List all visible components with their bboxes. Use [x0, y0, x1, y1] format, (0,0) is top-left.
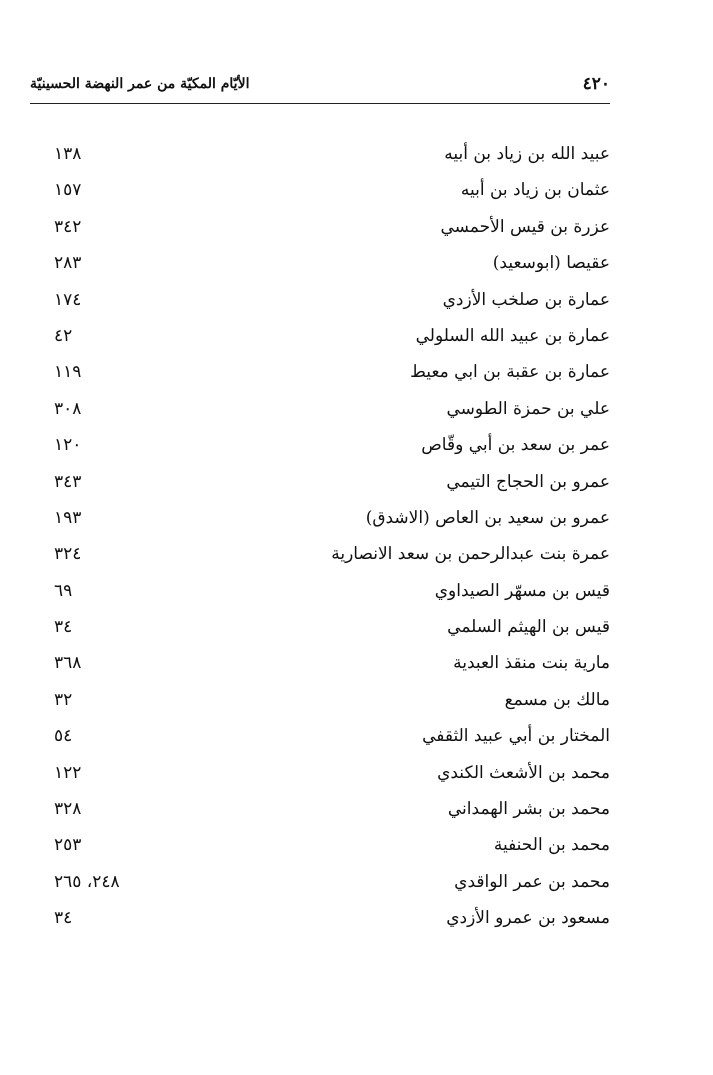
- entry-pages: ١٣٨: [54, 144, 82, 164]
- entry-pages: ٣٠٨: [54, 398, 82, 419]
- index-entry: [50, 870, 610, 906]
- entry-pages: ١٥٧: [54, 180, 82, 201]
- index-entry: [50, 178, 610, 214]
- entry-name: مارية بنت منقذ العبدية: [453, 653, 610, 674]
- index-entry: [50, 433, 610, 469]
- index-entry: [50, 251, 610, 287]
- index-entry: [50, 833, 610, 869]
- index-entry: [50, 542, 610, 578]
- entry-name: عقيصا (ابوسعيد): [492, 253, 610, 274]
- entry-name: عثمان بن زياد بن أبيه: [460, 180, 610, 201]
- entry-name: علي بن حمزة الطوسي: [446, 398, 610, 419]
- index-entry: [50, 615, 610, 651]
- entry-pages: ٣٢٨: [54, 799, 82, 820]
- entry-name: محمد بن عمر الواقدي: [454, 871, 610, 892]
- entry-name: محمد بن الأشعث الكندي: [437, 762, 610, 783]
- entry-pages: ٣٤: [54, 617, 73, 638]
- index-entry: [50, 688, 610, 724]
- entry-pages: ٢٨٣: [54, 253, 82, 274]
- index-entry: [50, 324, 610, 360]
- entry-pages: ١٢٢: [54, 762, 82, 783]
- entry-name: عمرو بن سعيد بن العاص (الاشدق): [365, 507, 610, 528]
- index-entry: [50, 142, 610, 178]
- index-entry: [50, 906, 610, 942]
- index-entry: [50, 506, 610, 542]
- entry-name: محمد بن الحنفية: [493, 835, 610, 856]
- entry-pages: ٣٦٨: [54, 653, 82, 674]
- entry-pages: ١٩٣: [54, 507, 82, 528]
- index-entry: [50, 651, 610, 687]
- index-entry: [50, 761, 610, 797]
- index-entry: [50, 797, 610, 833]
- entry-name: عمرو بن الحجاج التيمي: [446, 471, 610, 492]
- entry-name: قيس بن الهيثم السلمي: [447, 617, 610, 638]
- entry-pages: ٣٢٤: [54, 544, 82, 565]
- entry-pages: ٢٤٨، ٢٦٥: [54, 871, 120, 892]
- index-entry: [50, 579, 610, 615]
- entry-name: المختار بن أبي عبيد الثقفي: [422, 726, 610, 747]
- entry-pages: ١٢٠: [54, 435, 82, 456]
- index-entry: [50, 215, 610, 251]
- entry-name: عمارة بن صلخب الأزدي: [442, 289, 610, 310]
- entry-pages: ٣٤: [54, 908, 73, 929]
- index-entry: [50, 470, 610, 506]
- entry-pages: ١١٩: [54, 362, 82, 383]
- index-entry: [50, 288, 610, 324]
- entry-pages: ١٧٤: [54, 289, 82, 310]
- entry-name: عزرة بن قيس الأحمسي: [440, 216, 610, 237]
- page-number: ٤٢٠: [582, 74, 610, 94]
- entry-name: مالك بن مسمع: [504, 689, 610, 710]
- header-rule: [30, 103, 610, 104]
- index-entry: [50, 724, 610, 760]
- entry-name: قيس بن مسهّر الصيداوي: [434, 580, 610, 601]
- entry-name: عمارة بن عقبة بن ابي معيط: [410, 362, 610, 383]
- entry-pages: ٦٩: [54, 580, 73, 601]
- page-header: [30, 74, 610, 102]
- entry-pages: ٣٤٢: [54, 216, 82, 237]
- entry-pages: ٣٢: [54, 689, 73, 710]
- index-entry: [50, 360, 610, 396]
- entry-name: عبيد الله بن زياد بن أبيه: [444, 144, 610, 164]
- entry-pages: ٥٤: [54, 726, 73, 747]
- entry-name: محمد بن بشر الهمداني: [447, 799, 610, 820]
- entry-pages: ٣٤٣: [54, 471, 82, 492]
- entry-name: مسعود بن عمرو الأزدي: [446, 908, 610, 929]
- index-entry: [50, 397, 610, 433]
- running-title: الأيّام المكيّة من عمر النهضة الحسينيّة: [30, 76, 250, 92]
- entry-name: عمارة بن عبيد الله السلولي: [415, 325, 610, 346]
- entry-name: عمرة بنت عبدالرحمن بن سعد الانصارية: [331, 544, 610, 565]
- entry-name: عمر بن سعد بن أبي وقّاص: [421, 435, 610, 456]
- index-list: [50, 142, 610, 943]
- entry-pages: ٢٥٣: [54, 835, 82, 856]
- entry-pages: ٤٢: [54, 325, 73, 346]
